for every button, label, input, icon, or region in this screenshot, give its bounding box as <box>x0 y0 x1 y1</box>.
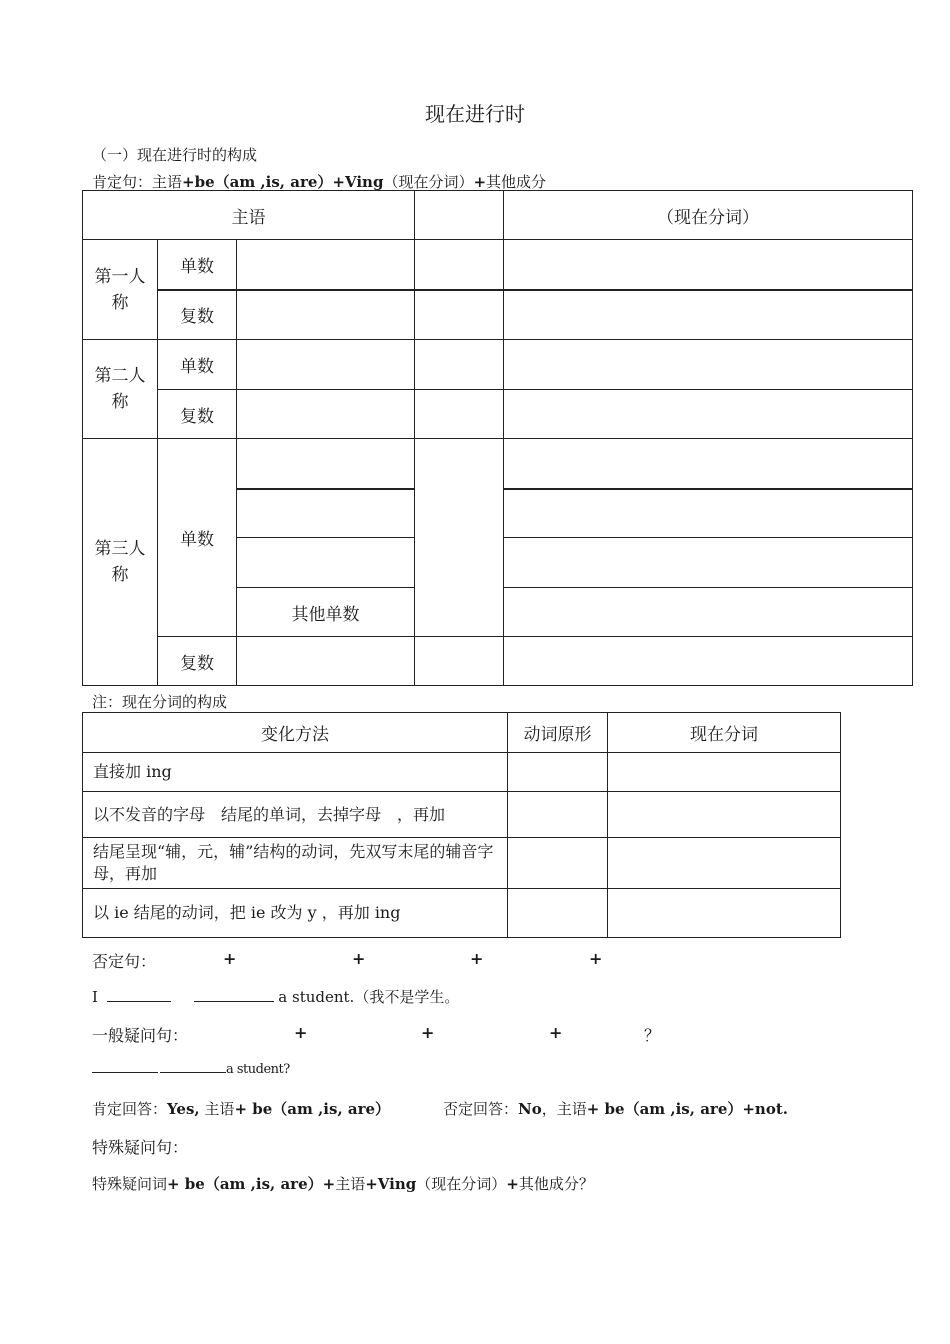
question-plus-1: + <box>294 1023 308 1042</box>
third-singular-subject-2 <box>237 489 415 538</box>
example-negative-rest: a student.（我不是学生。 <box>278 988 460 1006</box>
first-singular-label: 单数 <box>158 240 237 290</box>
first-plural-label: 复数 <box>158 290 237 340</box>
rule-row-1-base <box>508 753 608 792</box>
rule-row-2: 以不发音的字母 结尾的单词，去掉字母 ，再加 <box>83 792 508 838</box>
first-singular-subject <box>237 240 415 290</box>
rule-row-4-participle <box>608 889 841 938</box>
example-question <box>92 1062 290 1077</box>
section-heading: （一）现在进行时的构成 <box>92 146 258 164</box>
third-singular-subject-3 <box>237 538 415 588</box>
negative-label: 否定句： <box>92 952 157 971</box>
affirmative-plus: + <box>473 173 487 191</box>
no-subject: ，主语 <box>541 1100 587 1118</box>
affirmative-answer <box>92 1098 390 1119</box>
negative-plus-4: + <box>589 949 603 968</box>
affirmative-formula <box>92 171 546 192</box>
third-plural-label: 复数 <box>158 637 237 686</box>
first-singular-participle <box>504 240 913 290</box>
negative-answer <box>443 1098 788 1119</box>
second-plural-be <box>415 390 504 439</box>
blank-4[interactable] <box>160 1071 226 1073</box>
blank-2[interactable] <box>194 1000 274 1002</box>
special-question-formula <box>92 1173 594 1194</box>
second-plural-label: 复数 <box>158 390 237 439</box>
col-participle: 现在分词 <box>608 713 841 753</box>
header-be-cell <box>415 191 504 240</box>
rule-row-4: 以 ie 结尾的动词，把 ie 改为 y ，再加 ing <box>83 889 508 938</box>
first-person-label: 第一人称 <box>83 240 158 340</box>
second-singular-participle <box>504 340 913 390</box>
header-subject: 主语 <box>83 191 415 240</box>
special-p3: （现在分词） <box>416 1175 507 1193</box>
no-be: + be（am ,is, are）+not. <box>586 1100 788 1118</box>
special-question-label: 特殊疑问句： <box>92 1138 189 1157</box>
second-singular-be <box>415 340 504 390</box>
first-plural-subject <box>237 290 415 340</box>
example-question-rest: a student? <box>226 1062 290 1077</box>
rule-row-3-participle <box>608 838 841 889</box>
third-person-label: 第三人称 <box>83 439 158 686</box>
special-p1: 特殊疑问词 <box>92 1175 168 1193</box>
third-plural-subject <box>237 637 415 686</box>
rule-row-2-participle <box>608 792 841 838</box>
third-singular-participle-4 <box>504 588 913 637</box>
second-plural-participle <box>504 390 913 439</box>
yes-label: 肯定回答： <box>92 1100 168 1118</box>
rule-row-3: 结尾呈现“辅，元，辅”结构的动词，先双写末尾的辅音字母，再加 <box>83 838 508 889</box>
third-singular-participle-1 <box>504 439 913 489</box>
example-negative-subject: I <box>92 988 98 1006</box>
rule-row-4-base <box>508 889 608 938</box>
negative-plus-2: + <box>352 949 366 968</box>
rule-row-2-base <box>508 792 608 838</box>
second-person-label: 第二人称 <box>83 340 158 439</box>
first-plural-be <box>415 290 504 340</box>
rule-row-1-participle <box>608 753 841 792</box>
second-plural-subject <box>237 390 415 439</box>
third-singular-subject-1 <box>237 439 415 489</box>
special-b2: +Ving <box>365 1175 417 1193</box>
third-singular-participle-3 <box>504 538 913 588</box>
yes-subject: 主语 <box>204 1100 235 1118</box>
third-plural-participle <box>504 637 913 686</box>
yes-be: + be（am ,is, are） <box>234 1100 391 1118</box>
third-singular-be <box>415 439 504 637</box>
third-singular-label: 单数 <box>158 439 237 637</box>
affirmative-mid: （现在分词） <box>383 173 474 191</box>
rule-row-1: 直接加 ing <box>83 753 508 792</box>
page-title: 现在进行时 <box>425 102 525 126</box>
no-word: No <box>518 1100 542 1118</box>
second-singular-label: 单数 <box>158 340 237 390</box>
blank-3[interactable] <box>92 1071 158 1073</box>
participle-rules-table <box>82 712 841 938</box>
question-plus-2: + <box>421 1023 435 1042</box>
special-p4: 其他成分？ <box>518 1175 594 1193</box>
blank-1[interactable] <box>107 1000 171 1002</box>
no-label: 否定回答： <box>443 1100 519 1118</box>
affirmative-suffix: 其他成分 <box>486 173 547 191</box>
negative-plus-1: + <box>223 949 237 968</box>
header-participle: （现在分词） <box>504 191 913 240</box>
example-negative <box>92 986 459 1007</box>
negative-plus-3: + <box>470 949 484 968</box>
question-plus-3: + <box>549 1023 563 1042</box>
participle-note: 注：现在分词的构成 <box>92 693 228 711</box>
affirmative-be: +be（am ,is, are）+Ving <box>182 173 384 191</box>
col-base-form: 动词原形 <box>508 713 608 753</box>
general-question-label: 一般疑问句： <box>92 1026 189 1045</box>
other-singular-label: 其他单数 <box>237 588 415 637</box>
first-singular-be <box>415 240 504 290</box>
conjugation-table <box>82 190 913 686</box>
first-plural-participle <box>504 290 913 340</box>
special-p2: 主语 <box>335 1175 366 1193</box>
yes-word: Yes, <box>167 1100 200 1118</box>
special-b1: + be（am ,is, are）+ <box>167 1175 336 1193</box>
special-b3: + <box>506 1175 519 1193</box>
third-singular-participle-2 <box>504 489 913 538</box>
col-method: 变化方法 <box>83 713 508 753</box>
second-singular-subject <box>237 340 415 390</box>
affirmative-prefix: 肯定句：主语 <box>92 173 183 191</box>
question-mark: ？ <box>644 1026 661 1045</box>
third-plural-be <box>415 637 504 686</box>
rule-row-3-base <box>508 838 608 889</box>
